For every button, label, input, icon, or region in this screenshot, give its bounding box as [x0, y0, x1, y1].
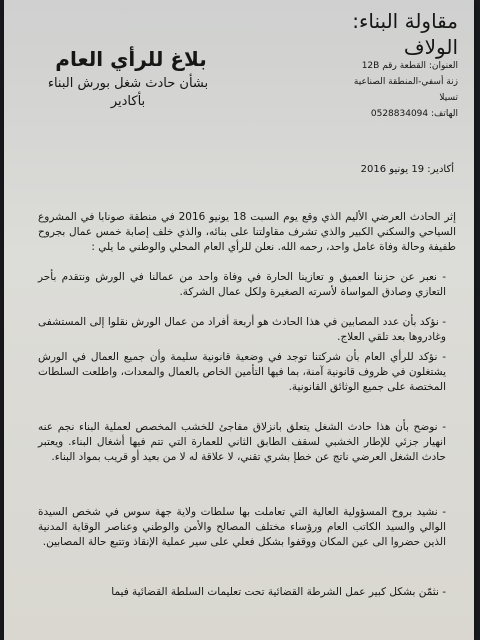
intro-paragraph: إثر الحادث العرضي الأليم الذي وقع يوم السبت 18 يونيو 2016 في منطقة صونابا في المشروع السياحي والسكني الكبير والذي تشرف مقاولتنا على بنائه، والذي خلف إصابة خمس عمال بجروح طفيفة وحالة وفاة عامل واحد، رحمه الله. نعلن للرأي العام المحلي والوطني ما يلي : — [38, 211, 456, 253]
point-legal-status-text: - نؤكد للرأي العام بأن شركتنا توجد في وضعية قانونية سليمة وأن جميع العمال في الورش يشتغلون في ظروف قانونية آمنة، بما فيها التأمين الخاص بالعمال والمعدات، واطلعت السلطات المختصة على جميع الوثائق القانونية. — [38, 351, 446, 393]
point-judicial-police-text: - نثمّن بشكل كبير عمل الشرطة القضائية تحت تعليمات السلطة القضائية فيما — [111, 586, 446, 598]
document-page — [4, 0, 474, 640]
point-authorities-praise-text: - نشيد بروح المسؤولية العالية التي تعاملت بها سلطات ولاية جهة سوس في شخص السيدة الوالي والسيد الكاتب العام ورؤساء مختلف المصالح والأمن والوطني وعناصر الوقاية المدنية الذين حضروا الى عين المكان ووقفوا بشكل فعلي على سير عملية الإنقاذ وتتبع حالة المصابين. — [38, 506, 446, 548]
release-subtitle-line1: بشأن حادث شغل بورش البناء — [47, 76, 209, 91]
release-title: بلاغ للرأي العام — [55, 47, 207, 71]
company-name-line2: الولاف — [403, 35, 458, 59]
point-injured-count — [38, 315, 456, 345]
company-address — [278, 58, 458, 122]
address-zone: زنة أسفي-المنطقة الصناعية — [353, 77, 458, 87]
point-accident-cause — [38, 420, 456, 465]
point-condolences-text: - نعبر عن حزننا العميق و تعازينا الحارة في وفاة واحد من عمالنا في الورش ونتقدم بأحر التعازي وصادق المواساة لأسرته الصغيرة ولكل عمال الشركة. — [38, 271, 446, 298]
company-name — [288, 8, 458, 60]
point-injured-count-text: - نؤكد بأن عدد المصابين في هذا الحادث هو أربعة أفراد من عمال الورش نقلوا إلى المستشفى وغادروها بعد تلقي العلاج. — [38, 316, 446, 343]
point-condolences — [38, 270, 456, 300]
point-judicial-police — [38, 585, 456, 600]
point-accident-cause-text: - نوضح بأن هذا حادث الشغل يتعلق بانزلاق مفاجئ للخشب المخصص لعملية البناء نجم عنه انهيار جزئي للإطار الخشبي لسقف الطابق الثاني للعمارة التي تتم فيها أشغال البناء. ويعتبر حادث الشغل العرضي ناتج عن خطإ بشري تقني، لا علاقة له لا من بعيد أو قريب بمواد البناء. — [38, 421, 446, 463]
point-authorities-praise — [38, 505, 456, 550]
point-legal-status — [38, 350, 456, 395]
address-city: تسيلا — [439, 93, 458, 103]
address-label: العنوان: القطعة رقم 12B — [361, 61, 458, 71]
phone-number: الهاتف: 0528834094 — [370, 109, 458, 119]
document-date: أكادير: 19 يونيو 2016 — [360, 164, 454, 175]
release-subtitle-line2: بأكادير — [110, 94, 146, 109]
release-subtitle — [18, 75, 238, 111]
company-name-line1: مقاولة البناء: — [352, 9, 458, 33]
